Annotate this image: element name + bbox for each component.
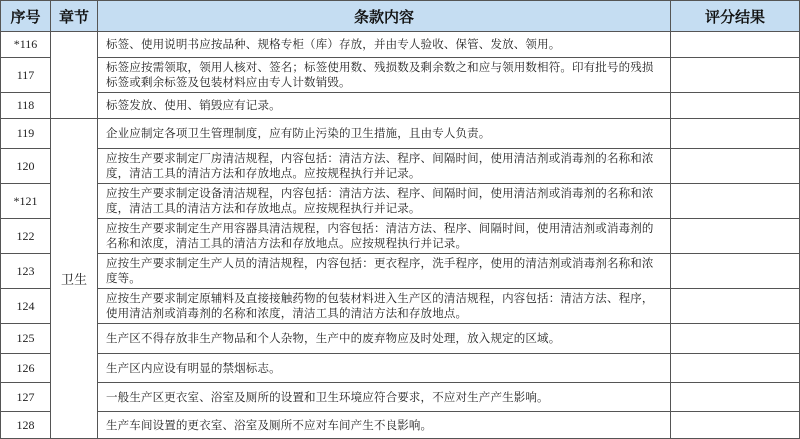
row-content: 生产区内应设有明显的禁烟标志。 — [98, 354, 671, 383]
table-row — [1, 184, 800, 219]
table-row — [1, 254, 800, 289]
row-content: 标签应按需领取，领用人核对、签名；标签使用数、残损数及剩余数之和应与领用数相符。印有批号的残损标签或剩余标签及包装材料应由专人计数销毁。 — [98, 58, 671, 93]
table-row — [1, 289, 800, 324]
chapter-hygiene: 卫生 — [51, 119, 98, 439]
row-result — [671, 412, 800, 439]
row-number: 126 — [1, 354, 51, 383]
row-content: 应按生产要求制定设备清洁规程，内容包括：清洁方法、程序、间隔时间，使用清洁剂或消毒剂的名称和浓度，清洁工具的清洁方法和存放地点。应按规程执行并记录。 — [98, 184, 671, 219]
row-content: 生产车间设置的更衣室、浴室及厕所不应对车间产生不良影响。 — [98, 412, 671, 439]
row-content: 标签发放、使用、销毁应有记录。 — [98, 93, 671, 119]
row-result — [671, 58, 800, 93]
row-number: 120 — [1, 149, 51, 184]
row-result — [671, 324, 800, 354]
table-row — [1, 93, 800, 119]
row-number: 119 — [1, 119, 51, 149]
row-number: *116 — [1, 32, 51, 58]
row-content: 应按生产要求制定原辅料及直接接触药物的包装材料进入生产区的清洁规程，内容包括：清洁方法、程序，使用清洁剂或消毒剂的名称和浓度，清洁工具的清洁方法和存放地点。 — [98, 289, 671, 324]
table-row — [1, 32, 800, 58]
row-number: 118 — [1, 93, 51, 119]
row-result — [671, 354, 800, 383]
table-row — [1, 219, 800, 254]
row-content: 应按生产要求制定生产用容器具清洁规程，内容包括：清洁方法、程序、间隔时间，使用清洁剂或消毒剂的名称和浓度，清洁工具的清洁方法和存放地点。应按规程执行并记录。 — [98, 219, 671, 254]
table-row — [1, 383, 800, 412]
row-number: 127 — [1, 383, 51, 412]
row-result — [671, 184, 800, 219]
row-result — [671, 149, 800, 184]
table-row — [1, 412, 800, 439]
table-row — [1, 58, 800, 93]
table-row — [1, 324, 800, 354]
row-result — [671, 32, 800, 58]
row-number: 123 — [1, 254, 51, 289]
row-number: 124 — [1, 289, 51, 324]
row-result — [671, 219, 800, 254]
row-result — [671, 289, 800, 324]
header-chapter: 章节 — [51, 1, 98, 32]
chapter-cell-blank — [51, 32, 98, 119]
row-number: 128 — [1, 412, 51, 439]
header-result: 评分结果 — [671, 1, 800, 32]
header-number: 序号 — [1, 1, 51, 32]
header-content: 条款内容 — [98, 1, 671, 32]
row-content: 一般生产区更衣室、浴室及厕所的设置和卫生环境应符合要求，不应对生产产生影响。 — [98, 383, 671, 412]
table-row — [1, 119, 800, 149]
row-result — [671, 93, 800, 119]
row-result — [671, 254, 800, 289]
row-result — [671, 119, 800, 149]
row-content: 应按生产要求制定厂房清洁规程，内容包括：清洁方法、程序、间隔时间，使用清洁剂或消毒剂的名称和浓度，清洁工具的清洁方法和存放地点。应按规程执行并记录。 — [98, 149, 671, 184]
row-number: 125 — [1, 324, 51, 354]
row-content: 应按生产要求制定生产人员的清洁规程，内容包括：更衣程序，洗手程序，使用的清洁剂或消毒剂名称和浓度等。 — [98, 254, 671, 289]
table-row — [1, 354, 800, 383]
row-content: 生产区不得存放非生产物品和个人杂物，生产中的废弃物应及时处理，放入规定的区域。 — [98, 324, 671, 354]
row-content: 企业应制定各项卫生管理制度，应有防止污染的卫生措施，且由专人负责。 — [98, 119, 671, 149]
row-number: *121 — [1, 184, 51, 219]
row-number: 122 — [1, 219, 51, 254]
row-content: 标签、使用说明书应按品种、规格专柜（库）存放，并由专人验收、保管、发放、领用。 — [98, 32, 671, 58]
table-header-row — [1, 1, 800, 32]
row-result — [671, 383, 800, 412]
table-row — [1, 149, 800, 184]
row-number: 117 — [1, 58, 51, 93]
